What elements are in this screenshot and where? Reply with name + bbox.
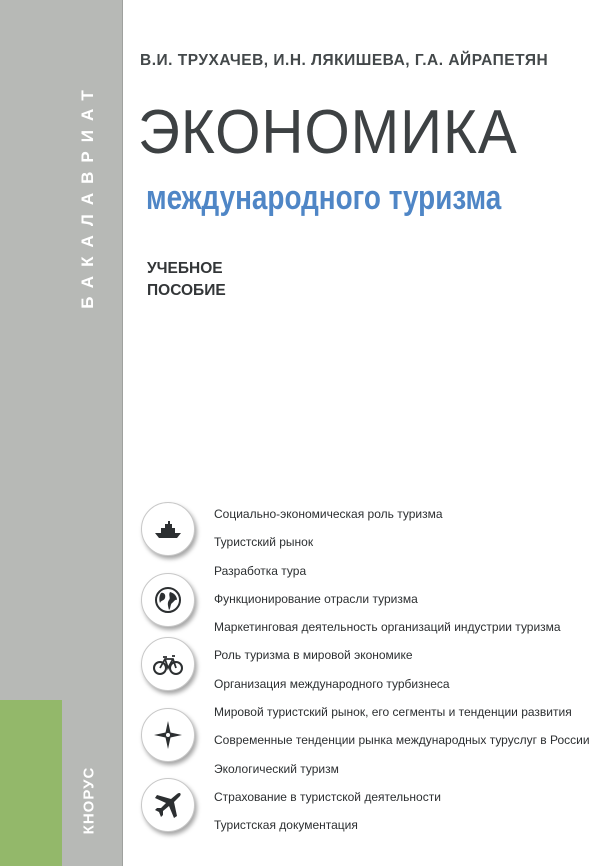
topic-item: Туристский рынок — [214, 535, 314, 550]
topic-item: Туристская документация — [214, 818, 358, 833]
book-type-line-1: УЧЕБНОЕ — [147, 260, 223, 277]
bicycle-icon — [141, 637, 195, 691]
title-sub: международного туризма — [146, 179, 502, 217]
topic-item: Экологический туризм — [214, 761, 339, 776]
topic-item: Маркетинговая деятельность организаций индустрии туризма — [214, 620, 561, 635]
topic-item: Мировой туристский рынок, его сегменты и тенденции развития — [214, 705, 572, 720]
series-label — [70, 40, 106, 350]
topic-item: Функционирование отрасли туризма — [214, 591, 418, 606]
topic-item: Разработка тура — [214, 563, 307, 578]
topic-item: Роль туризма в мировой экономике — [214, 648, 413, 663]
topic-item: Организация международного турбизнеса — [214, 676, 450, 691]
topic-item: Страхование в туристской деятельности — [214, 789, 441, 804]
publisher-label — [74, 755, 104, 845]
compass-rose-icon — [141, 708, 195, 762]
topic-item: Современные тенденции рынка международных туруслуг в России — [214, 733, 590, 748]
authors: В.И. ТРУХАЧЕВ, И.Н. ЛЯКИШЕВА, Г.А. АЙРАПЕТЯН — [140, 52, 549, 69]
publisher-text: КНОРУС — [80, 766, 98, 834]
topic-item: Социально-экономическая роль туризма — [214, 507, 443, 521]
ship-icon — [141, 502, 195, 556]
topics-list — [214, 500, 590, 840]
series-text: БАКАЛАВРИАТ — [78, 81, 97, 309]
airplane-icon — [141, 778, 195, 832]
title-main: ЭКОНОМИКА — [138, 98, 518, 167]
green-accent-block — [0, 700, 62, 866]
globe-icon — [141, 573, 195, 627]
book-type-line-2: ПОСОБИЕ — [147, 282, 226, 299]
book-type — [147, 258, 226, 302]
